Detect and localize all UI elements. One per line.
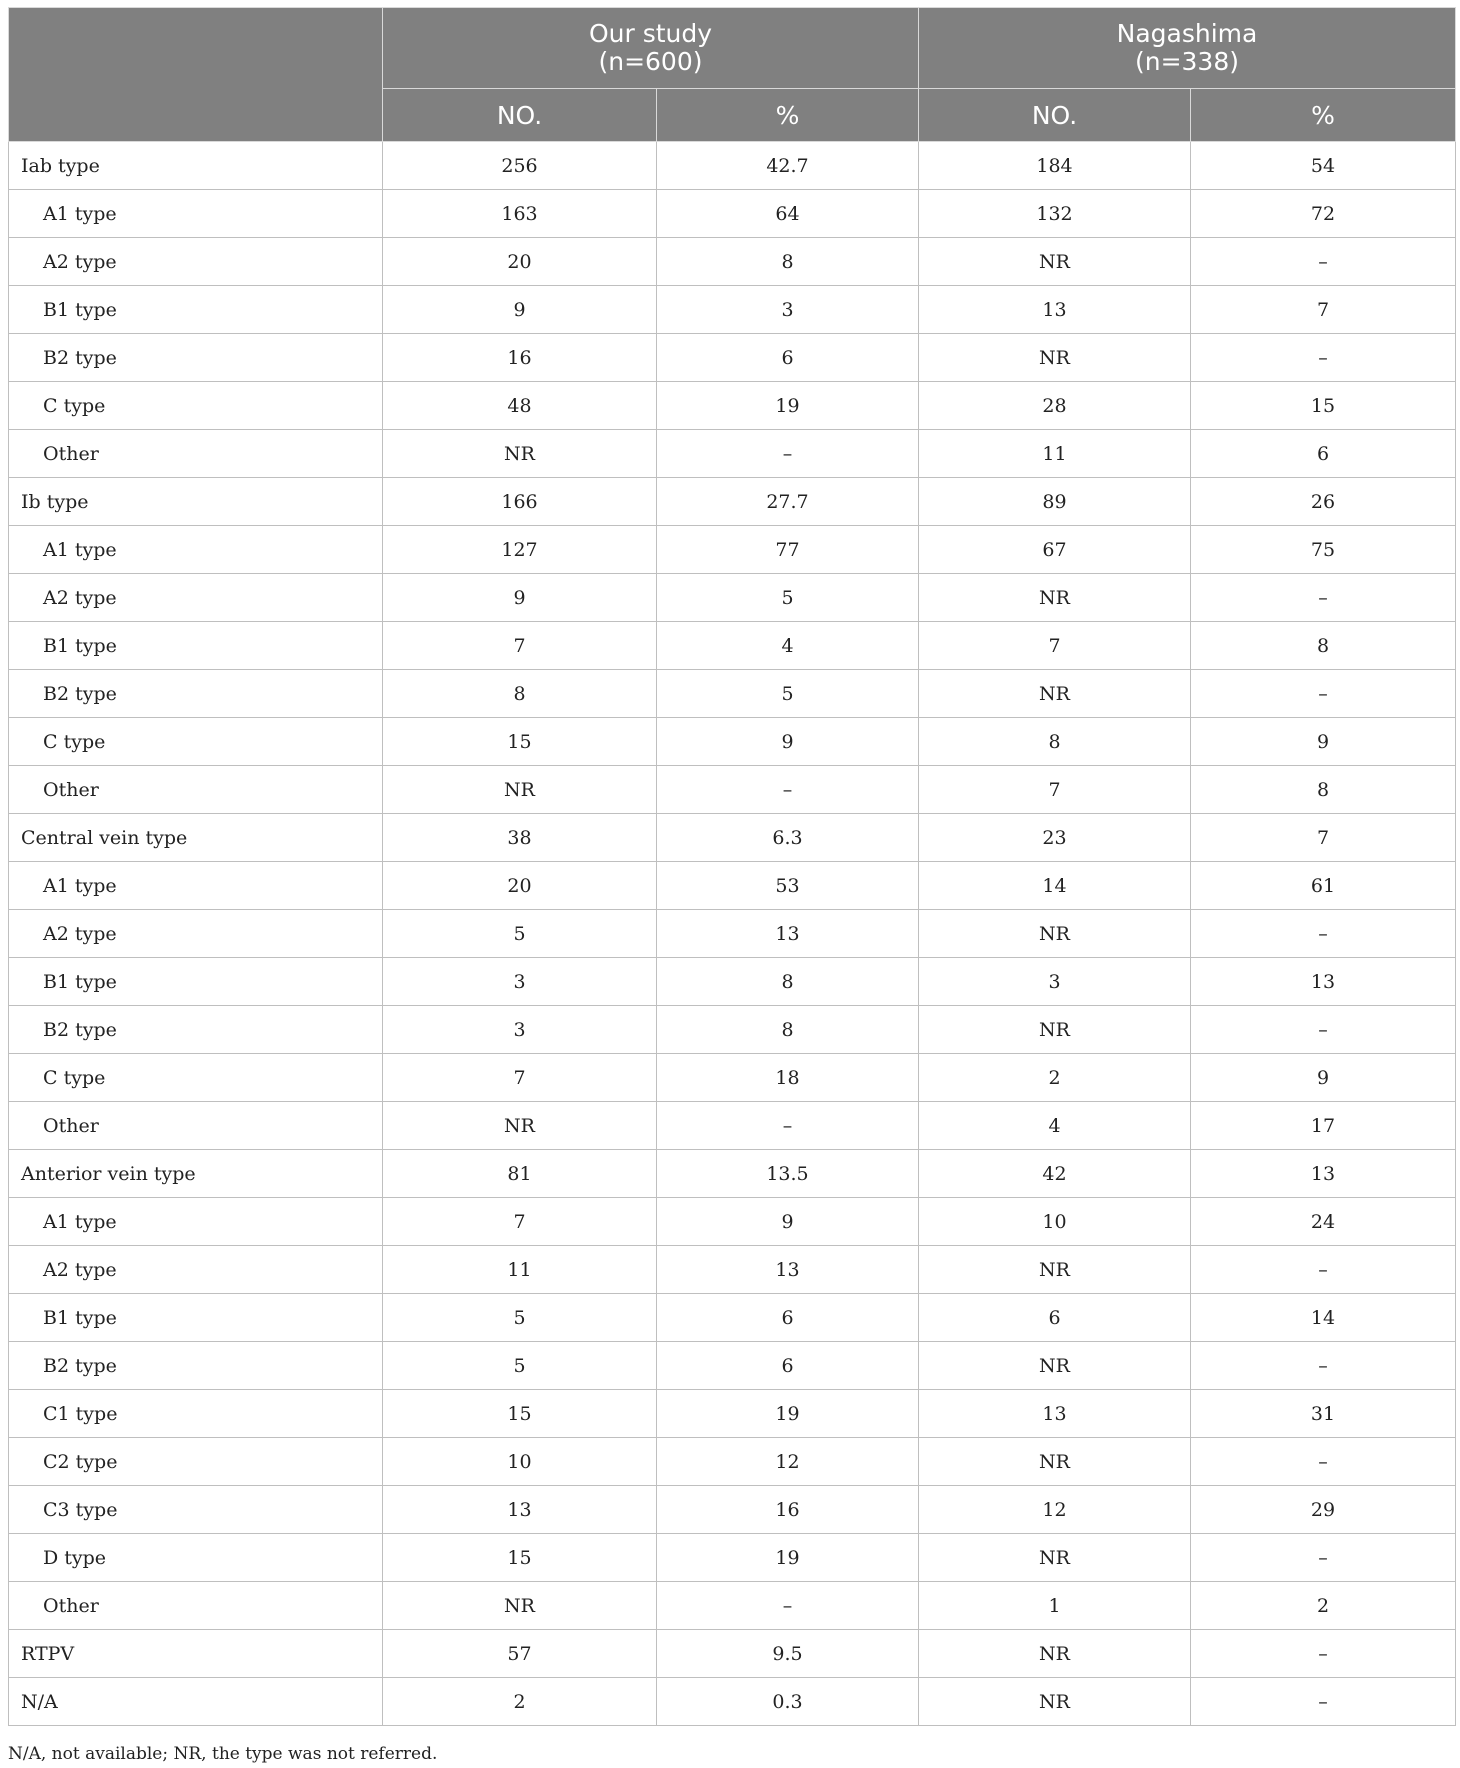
table-row — [9, 1630, 1456, 1678]
cell-naga-no: NR — [919, 1630, 1191, 1678]
cell-naga-no: NR — [919, 1534, 1191, 1582]
cell-our-pct: – — [657, 430, 919, 478]
cell-our-no: 166 — [383, 478, 657, 526]
row-label: C type — [9, 382, 383, 430]
row-label: A1 type — [9, 190, 383, 238]
cell-naga-pct: – — [1191, 1006, 1456, 1054]
cell-naga-pct: 15 — [1191, 382, 1456, 430]
cell-naga-no: 4 — [919, 1102, 1191, 1150]
cell-naga-no: 23 — [919, 814, 1191, 862]
table-row — [9, 286, 1456, 334]
table-row — [9, 958, 1456, 1006]
cell-naga-pct: 75 — [1191, 526, 1456, 574]
row-label: B1 type — [9, 622, 383, 670]
cell-our-no: 15 — [383, 718, 657, 766]
row-label: Other — [9, 766, 383, 814]
cell-our-pct: 19 — [657, 1390, 919, 1438]
header-group-naga-title: Nagashima — [1116, 19, 1258, 48]
cell-naga-pct: – — [1191, 1342, 1456, 1390]
cell-our-no: 256 — [383, 142, 657, 190]
table-row — [9, 862, 1456, 910]
header-naga-no: NO. — [919, 89, 1191, 142]
cell-our-no: 127 — [383, 526, 657, 574]
table-body — [9, 142, 1456, 1726]
cell-our-pct: 16 — [657, 1486, 919, 1534]
cell-naga-no: NR — [919, 910, 1191, 958]
cell-naga-no: 184 — [919, 142, 1191, 190]
row-label: B2 type — [9, 1006, 383, 1054]
table-row — [9, 190, 1456, 238]
cell-our-pct: 6 — [657, 334, 919, 382]
cell-our-pct: 12 — [657, 1438, 919, 1486]
cell-naga-pct: – — [1191, 670, 1456, 718]
cell-naga-no: 12 — [919, 1486, 1191, 1534]
cell-our-pct: – — [657, 1102, 919, 1150]
table-row — [9, 766, 1456, 814]
cell-our-pct: 3 — [657, 286, 919, 334]
cell-naga-pct: 31 — [1191, 1390, 1456, 1438]
row-label: Iab type — [9, 142, 383, 190]
cell-our-no: 15 — [383, 1534, 657, 1582]
cell-naga-no: NR — [919, 1246, 1191, 1294]
cell-our-pct: 9 — [657, 1198, 919, 1246]
cell-naga-no: 7 — [919, 622, 1191, 670]
cell-naga-pct: 26 — [1191, 478, 1456, 526]
header-our-pct: % — [657, 89, 919, 142]
cell-our-no: 5 — [383, 1342, 657, 1390]
cell-our-pct: 6.3 — [657, 814, 919, 862]
header-group-nagashima — [919, 8, 1456, 89]
cell-our-pct: 19 — [657, 1534, 919, 1582]
row-label: A1 type — [9, 1198, 383, 1246]
table-row — [9, 478, 1456, 526]
cell-our-no: 81 — [383, 1150, 657, 1198]
cell-our-pct: 18 — [657, 1054, 919, 1102]
cell-naga-no: NR — [919, 1678, 1191, 1726]
cell-naga-no: 6 — [919, 1294, 1191, 1342]
header-group-our-study — [383, 8, 919, 89]
cell-our-pct: 19 — [657, 382, 919, 430]
cell-naga-pct: – — [1191, 1438, 1456, 1486]
cell-naga-pct: – — [1191, 1678, 1456, 1726]
table-row — [9, 1342, 1456, 1390]
cell-naga-no: 2 — [919, 1054, 1191, 1102]
table-row — [9, 1006, 1456, 1054]
cell-our-no: 3 — [383, 1006, 657, 1054]
cell-our-no: 5 — [383, 1294, 657, 1342]
table-row — [9, 1150, 1456, 1198]
cell-our-pct: 9 — [657, 718, 919, 766]
table-row — [9, 1534, 1456, 1582]
cell-our-no: 20 — [383, 862, 657, 910]
table-row — [9, 1678, 1456, 1726]
row-label: Other — [9, 1582, 383, 1630]
cell-our-no: 16 — [383, 334, 657, 382]
row-label: A2 type — [9, 574, 383, 622]
cell-naga-pct: – — [1191, 1534, 1456, 1582]
cell-our-pct: 8 — [657, 1006, 919, 1054]
cell-naga-pct: 7 — [1191, 814, 1456, 862]
row-label: B2 type — [9, 334, 383, 382]
row-label: N/A — [9, 1678, 383, 1726]
cell-naga-no: 42 — [919, 1150, 1191, 1198]
cell-naga-no: NR — [919, 1342, 1191, 1390]
cell-our-no: 13 — [383, 1486, 657, 1534]
cell-naga-pct: 17 — [1191, 1102, 1456, 1150]
cell-our-no: NR — [383, 430, 657, 478]
table-row — [9, 1054, 1456, 1102]
row-label: C2 type — [9, 1438, 383, 1486]
cell-our-no: 10 — [383, 1438, 657, 1486]
row-label: RTPV — [9, 1630, 383, 1678]
cell-naga-pct: 29 — [1191, 1486, 1456, 1534]
cell-naga-no: 89 — [919, 478, 1191, 526]
row-label: Anterior vein type — [9, 1150, 383, 1198]
cell-our-no: NR — [383, 1582, 657, 1630]
cell-our-no: 3 — [383, 958, 657, 1006]
table-row — [9, 1582, 1456, 1630]
cell-naga-pct: 9 — [1191, 718, 1456, 766]
table-row — [9, 1294, 1456, 1342]
table-header — [9, 8, 1456, 142]
cell-our-no: 9 — [383, 574, 657, 622]
cell-naga-pct: – — [1191, 910, 1456, 958]
cell-our-pct: 13 — [657, 1246, 919, 1294]
cell-naga-no: 132 — [919, 190, 1191, 238]
cell-naga-no: 8 — [919, 718, 1191, 766]
row-label: B1 type — [9, 958, 383, 1006]
table-row — [9, 238, 1456, 286]
cell-naga-pct: – — [1191, 334, 1456, 382]
header-group-naga-n: (n=338) — [1134, 47, 1240, 76]
cell-our-pct: 42.7 — [657, 142, 919, 190]
cell-naga-no: 14 — [919, 862, 1191, 910]
row-label: A1 type — [9, 862, 383, 910]
row-label: B2 type — [9, 670, 383, 718]
cell-naga-no: 13 — [919, 1390, 1191, 1438]
cell-our-no: 48 — [383, 382, 657, 430]
cell-our-no: NR — [383, 766, 657, 814]
header-group-our-n: (n=600) — [598, 47, 703, 76]
table-row — [9, 1486, 1456, 1534]
cell-our-pct: 13 — [657, 910, 919, 958]
row-label: A2 type — [9, 1246, 383, 1294]
cell-our-no: 15 — [383, 1390, 657, 1438]
cell-our-no: 11 — [383, 1246, 657, 1294]
header-our-no: NO. — [383, 89, 657, 142]
cell-naga-no: 1 — [919, 1582, 1191, 1630]
table-row — [9, 1390, 1456, 1438]
cell-our-no: NR — [383, 1102, 657, 1150]
cell-naga-pct: 14 — [1191, 1294, 1456, 1342]
cell-our-no: 57 — [383, 1630, 657, 1678]
table-row — [9, 382, 1456, 430]
cell-our-pct: – — [657, 766, 919, 814]
row-label: Ib type — [9, 478, 383, 526]
table-row — [9, 430, 1456, 478]
cell-naga-no: NR — [919, 238, 1191, 286]
cell-our-no: 2 — [383, 1678, 657, 1726]
row-label: D type — [9, 1534, 383, 1582]
cell-our-pct: 0.3 — [657, 1678, 919, 1726]
cell-naga-pct: – — [1191, 1246, 1456, 1294]
cell-naga-no: NR — [919, 670, 1191, 718]
cell-naga-no: 7 — [919, 766, 1191, 814]
cell-naga-pct: 13 — [1191, 958, 1456, 1006]
cell-our-pct: 6 — [657, 1342, 919, 1390]
cell-our-pct: – — [657, 1582, 919, 1630]
cell-naga-no: 3 — [919, 958, 1191, 1006]
cell-our-pct: 8 — [657, 238, 919, 286]
table-row — [9, 526, 1456, 574]
cell-our-pct: 64 — [657, 190, 919, 238]
cell-naga-pct: 24 — [1191, 1198, 1456, 1246]
table-row — [9, 718, 1456, 766]
cell-naga-pct: 6 — [1191, 430, 1456, 478]
cell-naga-pct: 8 — [1191, 622, 1456, 670]
table-row — [9, 910, 1456, 958]
row-label: A2 type — [9, 238, 383, 286]
header-corner — [9, 8, 383, 142]
cell-naga-no: 28 — [919, 382, 1191, 430]
cell-naga-no: 67 — [919, 526, 1191, 574]
row-label: C type — [9, 718, 383, 766]
row-label: Other — [9, 1102, 383, 1150]
table-row — [9, 1102, 1456, 1150]
header-row-groups — [9, 8, 1456, 89]
cell-naga-pct: 13 — [1191, 1150, 1456, 1198]
row-label: C1 type — [9, 1390, 383, 1438]
cell-our-no: 9 — [383, 286, 657, 334]
cell-our-pct: 77 — [657, 526, 919, 574]
cell-naga-pct: – — [1191, 574, 1456, 622]
cell-naga-pct: 72 — [1191, 190, 1456, 238]
cell-our-no: 7 — [383, 622, 657, 670]
row-label: Other — [9, 430, 383, 478]
row-label: B1 type — [9, 1294, 383, 1342]
cell-our-pct: 13.5 — [657, 1150, 919, 1198]
row-label: Central vein type — [9, 814, 383, 862]
cell-naga-no: NR — [919, 334, 1191, 382]
row-label: B1 type — [9, 286, 383, 334]
cell-our-no: 38 — [383, 814, 657, 862]
table-row — [9, 1198, 1456, 1246]
header-group-our-title: Our study — [588, 19, 713, 48]
cell-naga-no: NR — [919, 1438, 1191, 1486]
cell-our-pct: 9.5 — [657, 1630, 919, 1678]
table-row — [9, 622, 1456, 670]
cell-naga-pct: 54 — [1191, 142, 1456, 190]
cell-our-no: 163 — [383, 190, 657, 238]
row-label: B2 type — [9, 1342, 383, 1390]
cell-our-no: 5 — [383, 910, 657, 958]
row-label: C type — [9, 1054, 383, 1102]
row-label: C3 type — [9, 1486, 383, 1534]
cell-naga-no: NR — [919, 1006, 1191, 1054]
table-row — [9, 142, 1456, 190]
cell-our-no: 7 — [383, 1054, 657, 1102]
table-row — [9, 814, 1456, 862]
cell-naga-no: 13 — [919, 286, 1191, 334]
comparison-table — [8, 7, 1456, 1726]
cell-our-no: 7 — [383, 1198, 657, 1246]
cell-our-pct: 53 — [657, 862, 919, 910]
cell-our-pct: 6 — [657, 1294, 919, 1342]
cell-naga-pct: 7 — [1191, 286, 1456, 334]
row-label: A1 type — [9, 526, 383, 574]
cell-naga-pct: 2 — [1191, 1582, 1456, 1630]
cell-naga-pct: 8 — [1191, 766, 1456, 814]
cell-naga-no: 10 — [919, 1198, 1191, 1246]
cell-our-pct: 5 — [657, 670, 919, 718]
cell-naga-no: NR — [919, 574, 1191, 622]
header-naga-pct: % — [1191, 89, 1456, 142]
table-footnote: N/A, not available; NR, the type was not referred. — [8, 1744, 438, 1764]
table-row — [9, 670, 1456, 718]
cell-naga-pct: 61 — [1191, 862, 1456, 910]
cell-naga-pct: – — [1191, 1630, 1456, 1678]
cell-our-pct: 8 — [657, 958, 919, 1006]
row-label: A2 type — [9, 910, 383, 958]
cell-our-pct: 4 — [657, 622, 919, 670]
cell-naga-pct: – — [1191, 238, 1456, 286]
table-row — [9, 1438, 1456, 1486]
table-row — [9, 334, 1456, 382]
cell-our-no: 20 — [383, 238, 657, 286]
comparison-table-container — [8, 7, 1455, 1726]
table-row — [9, 574, 1456, 622]
cell-our-no: 8 — [383, 670, 657, 718]
cell-our-pct: 5 — [657, 574, 919, 622]
cell-our-pct: 27.7 — [657, 478, 919, 526]
cell-naga-no: 11 — [919, 430, 1191, 478]
table-row — [9, 1246, 1456, 1294]
cell-naga-pct: 9 — [1191, 1054, 1456, 1102]
